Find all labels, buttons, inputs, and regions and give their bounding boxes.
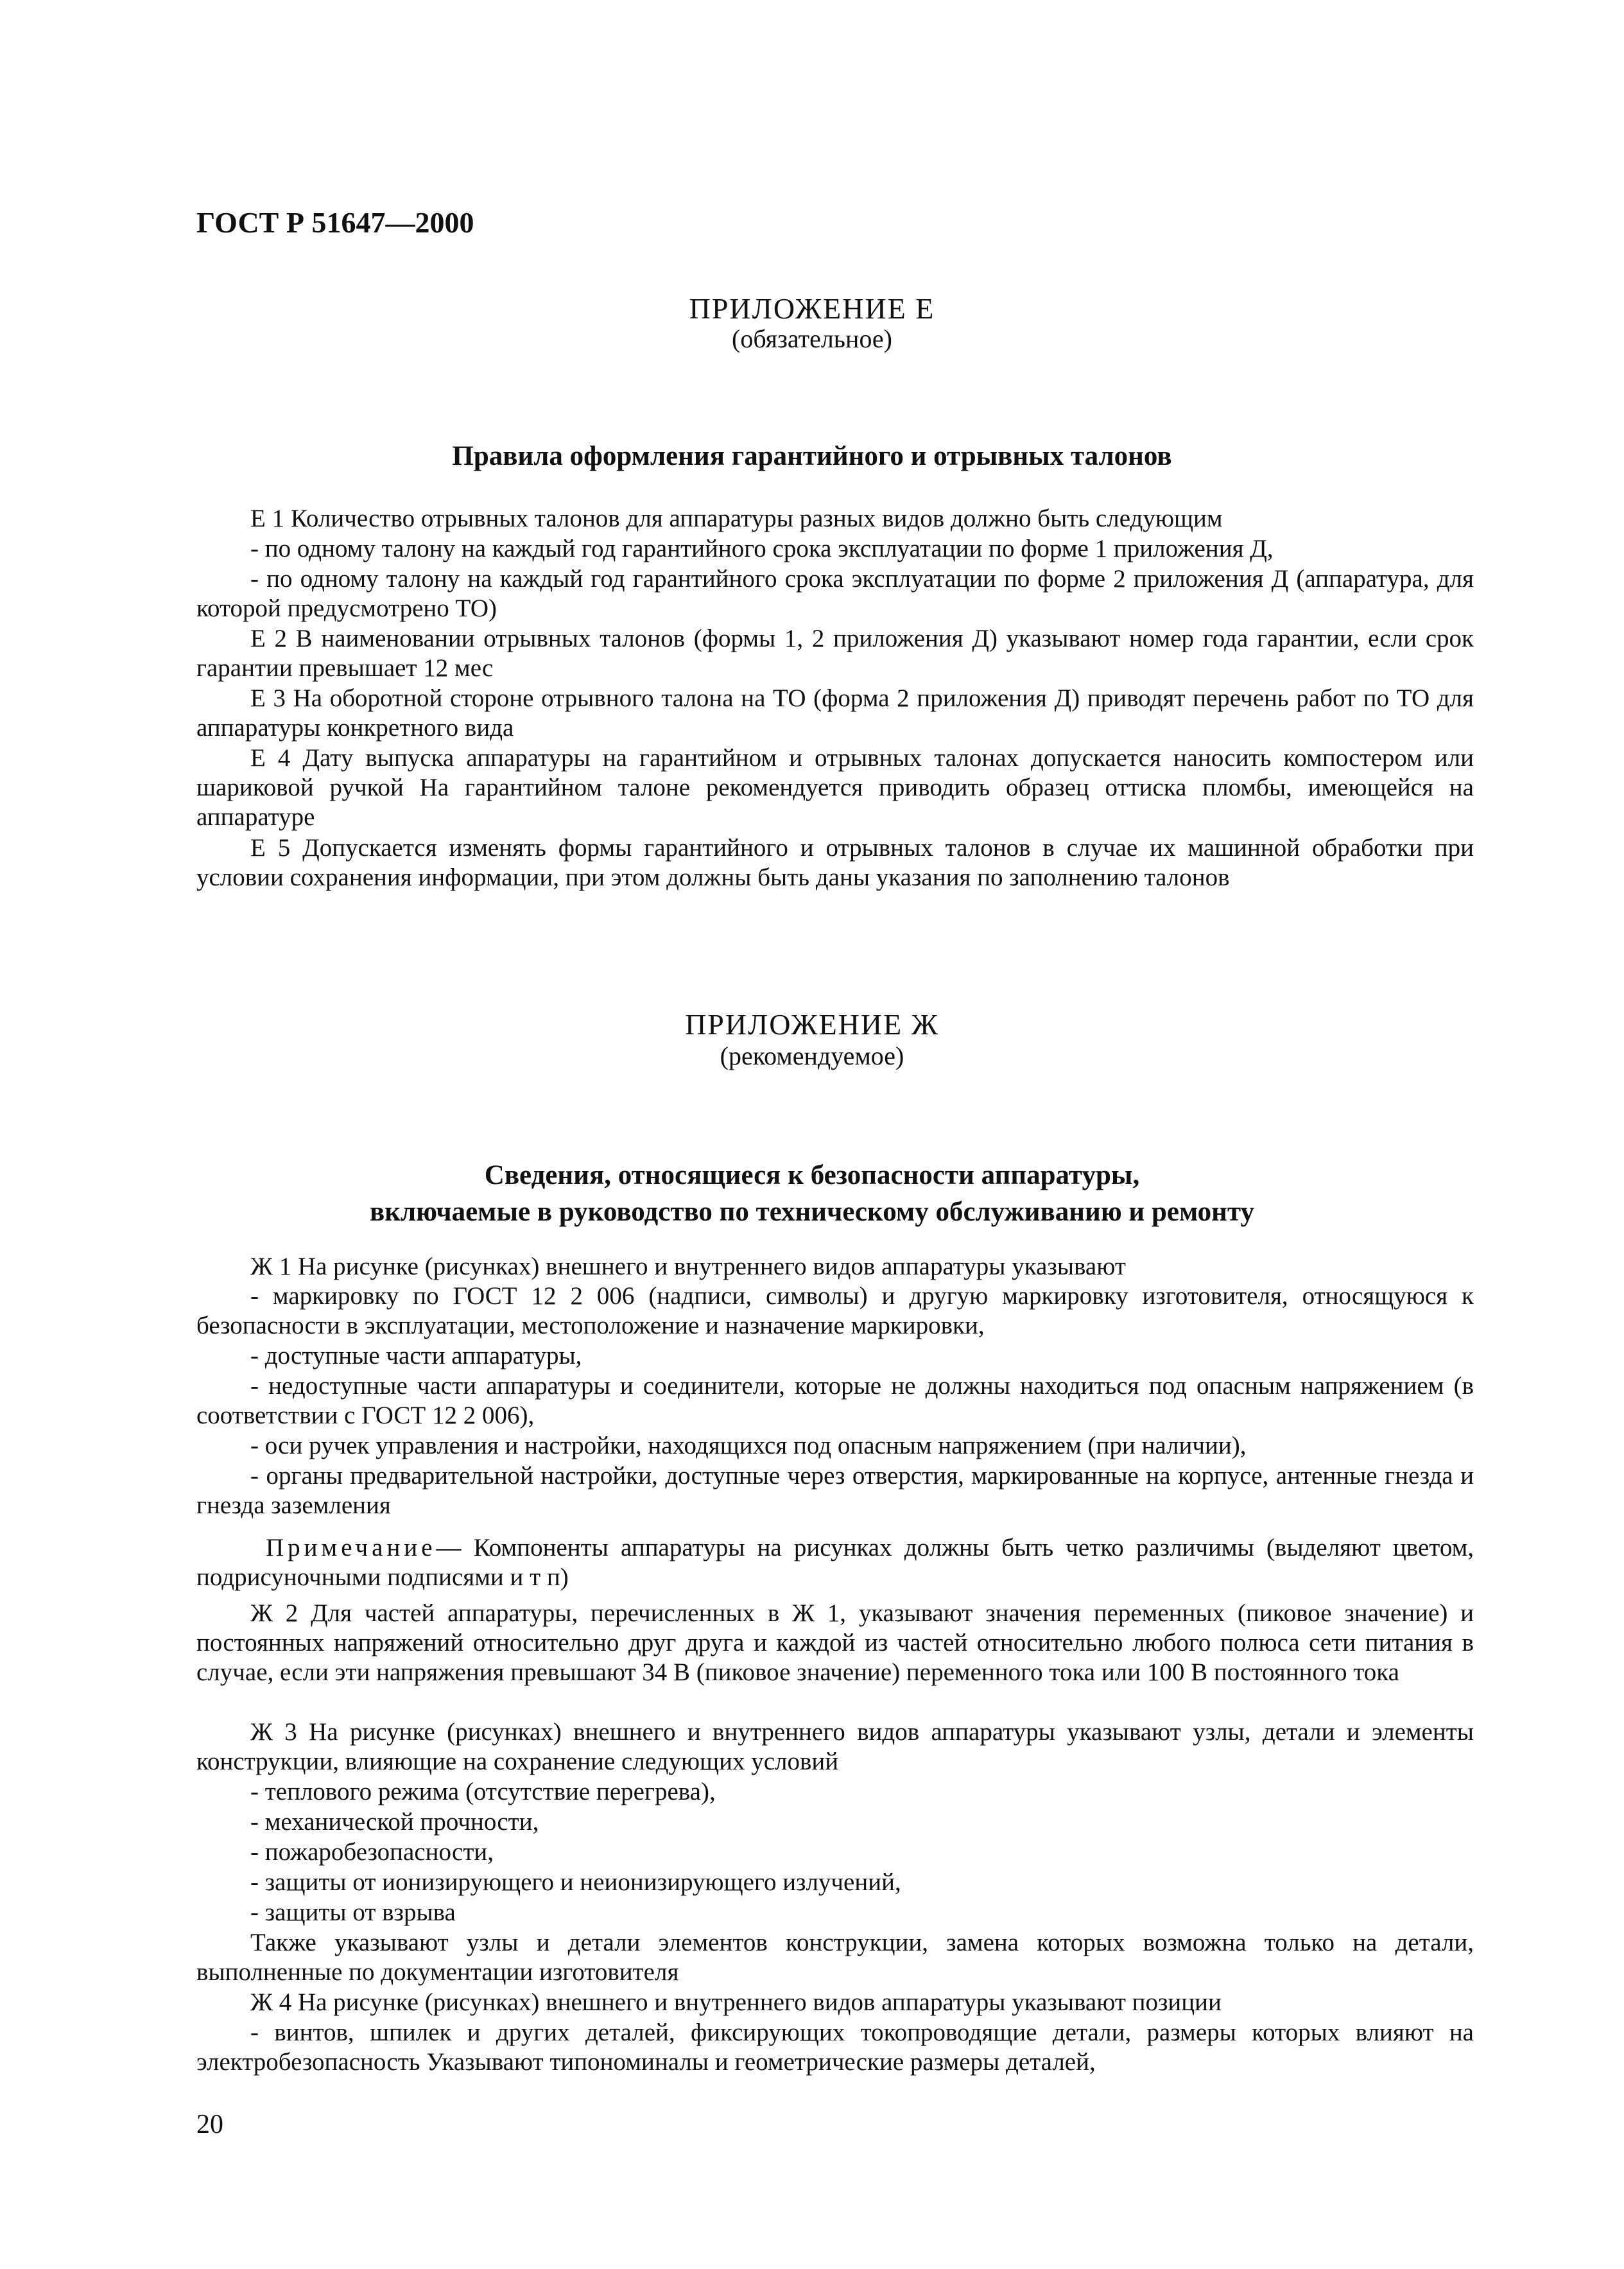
para-zh1-item5: - органы предварительной настройки, доступные через отверстия, маркированные на корпусе, антенные гнезда и гнезда заземления	[196, 1462, 1474, 1519]
para-zh1-item4: - оси ручек управления и настройки, находящихся под опасным напряжением (при наличии),	[250, 1432, 1247, 1459]
para-zh4: Ж 4 На рисунке (рисунках) внешнего и внутреннего видов аппаратуры указывают позиции	[250, 1988, 1222, 2016]
note	[196, 1533, 1474, 1592]
note-label: Примечание	[266, 1534, 436, 1561]
para-e5: Е 5 Допускается изменять формы гарантийного и отрывных талонов в случае их машинной обработки при условии сохранения информации, при этом должны быть даны указания по заполнению талонов	[196, 834, 1474, 891]
para-zh1-item3: - недоступные части аппаратуры и соединители, которые не должны находиться под опасным напряжением (в соответствии с ГОСТ 12 2 006),	[196, 1372, 1474, 1429]
para-e1: Е 1 Количество отрывных талонов для аппаратуры разных видов должно быть следующим	[250, 505, 1223, 532]
appendix-e-kind: (обязательное)	[732, 324, 892, 353]
para-e1-item2: - по одному талону на каждый год гарантийного срока эксплуатации по форме 2 приложения Д (аппаратура, для которой предусмотрено ТО)	[196, 565, 1474, 622]
appendix-zh-heading-line2: включаемые в руководство по техническому обслуживанию и ремонту	[369, 1197, 1254, 1227]
document-header: ГОСТ Р 51647—2000	[196, 206, 474, 239]
para-zh3-item2: - механической прочности,	[250, 1808, 539, 1836]
appendix-e-title: ПРИЛОЖЕНИЕ Е	[689, 292, 935, 325]
note-text: — Компоненты аппаратуры на рисунках должны быть четко различимы (выделяют цветом, подрисуночными подписями и т п)	[196, 1534, 1474, 1591]
para-zh3-item5: - защиты от взрыва	[250, 1899, 456, 1926]
appendix-e-heading: Правила оформления гарантийного и отрывных талонов	[452, 441, 1172, 471]
appendix-zh-kind: (рекомендуемое)	[720, 1041, 904, 1070]
para-zh1-item2: - доступные части аппаратуры,	[250, 1342, 582, 1369]
para-e3: Е 3 На оборотной стороне отрывного талона на ТО (форма 2 приложения Д) приводят перечень работ по ТО для аппаратуры конкретного вида	[196, 684, 1474, 742]
para-zh3-extra: Также указывают узлы и детали элементов конструкции, замена которых возможна только на детали, выполненные по документации изготовителя	[196, 1929, 1474, 1986]
para-zh2: Ж 2 Для частей аппаратуры, перечисленных в Ж 1, указывают значения переменных (пиковое значение) и постоянных напряжений относительно друг друга и каждой из частей относительно любого полюса сети питания в случае, если эти напряжения превышают 34 В (пиковое значение) переменного тока или 100 В постоянного тока	[196, 1599, 1474, 1686]
appendix-zh-title: ПРИЛОЖЕНИЕ Ж	[685, 1008, 939, 1041]
appendix-zh-heading-line1: Сведения, относящиеся к безопасности аппаратуры,	[484, 1160, 1140, 1190]
para-e1-item1: - по одному талону на каждый год гарантийного срока эксплуатации по форме 1 приложения Д,	[250, 535, 1274, 562]
para-e4: Е 4 Дату выпуска аппаратуры на гарантийном и отрывных талонах допускается наносить компостером или шариковой ручкой На гарантийном талоне рекомендуется приводить образец оттиска пломбы, имеющейся на аппаратуре	[196, 744, 1474, 831]
para-zh3-item3: - пожаробезопасности,	[250, 1838, 494, 1866]
para-e2: Е 2 В наименовании отрывных талонов (формы 1, 2 приложения Д) указывают номер года гарантии, если срок гарантии превышает 12 мес	[196, 625, 1474, 682]
para-zh1: Ж 1 На рисунке (рисунках) внешнего и внутреннего видов аппаратуры указывают	[250, 1253, 1126, 1280]
para-zh3-item1: - теплового режима (отсутствие перегрева),	[250, 1778, 716, 1805]
page-number: 20	[196, 2110, 223, 2139]
para-zh1-item1: - маркировку по ГОСТ 12 2 006 (надписи, символы) и другую маркировку изготовителя, относящуюся к безопасности в эксплуатации, местоположение и назначение маркировки,	[196, 1282, 1474, 1339]
para-zh3-item4: - защиты от ионизирующего и неионизирующего излучений,	[250, 1868, 901, 1896]
para-zh4-item1: - винтов, шпилек и других деталей, фиксирующих токопроводящие детали, размеры которых влияют на электробезопасность Указывают типономиналы и геометрические размеры деталей,	[196, 2019, 1474, 2076]
para-zh3: Ж 3 На рисунке (рисунках) внешнего и внутреннего видов аппаратуры указывают узлы, детали и элементы конструкции, влияющие на сохранение следующих условий	[196, 1718, 1474, 1775]
